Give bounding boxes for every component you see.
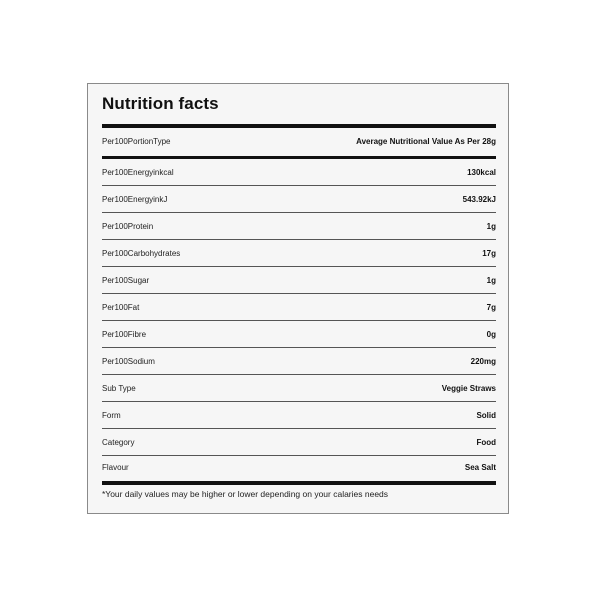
row-value: 220mg xyxy=(470,356,496,366)
row-label: Per100Fat xyxy=(102,302,140,312)
portion-type-value: Average Nutritional Value As Per 28g xyxy=(356,137,496,146)
nutrient-row-sugar xyxy=(102,267,496,294)
row-value: Solid xyxy=(476,410,496,420)
portion-type-label: Per100PortionType xyxy=(102,137,171,146)
row-value: 130kcal xyxy=(467,167,496,177)
attribute-row-sub-type xyxy=(102,375,496,402)
row-label: Per100Fibre xyxy=(102,329,147,339)
attribute-row-flavour xyxy=(102,454,496,481)
row-label: Category xyxy=(102,437,135,447)
row-label: Per100EnergyinkJ xyxy=(102,194,168,204)
nutrition-facts-panel xyxy=(87,83,509,514)
nutrient-row-protein xyxy=(102,213,496,240)
bottom-divider-bar xyxy=(102,481,496,485)
nutrient-row-energy-kj xyxy=(102,186,496,213)
row-value: 7g xyxy=(486,302,496,312)
row-label: Per100Sugar xyxy=(102,275,150,285)
row-value: 17g xyxy=(482,248,496,258)
portion-type-row xyxy=(102,128,496,155)
nutrient-row-carbohydrates xyxy=(102,240,496,267)
row-label: Per100Protein xyxy=(102,221,154,231)
attribute-row-form xyxy=(102,402,496,429)
row-value: 0g xyxy=(486,329,496,339)
panel-title: Nutrition facts xyxy=(102,94,219,113)
row-label: Sub Type xyxy=(102,383,136,393)
attribute-row-category xyxy=(102,429,496,456)
row-value: Sea Salt xyxy=(464,463,496,472)
nutrient-row-energy-kcal xyxy=(102,159,496,186)
row-value: 543.92kJ xyxy=(462,194,496,204)
row-label: Per100Energyinkcal xyxy=(102,167,174,177)
row-label: Form xyxy=(102,410,121,420)
row-label: Per100Sodium xyxy=(102,356,155,366)
nutrient-row-fibre xyxy=(102,321,496,348)
row-value: Veggie Straws xyxy=(441,383,496,393)
nutrient-row-sodium xyxy=(102,348,496,375)
nutrient-row-fat xyxy=(102,294,496,321)
daily-values-footnote: *Your daily values may be higher or lower depending on your calaries needs xyxy=(102,489,389,499)
row-value: Food xyxy=(476,437,496,447)
row-label: Flavour xyxy=(102,463,129,472)
row-label: Per100Carbohydrates xyxy=(102,248,181,258)
row-value: 1g xyxy=(486,221,496,231)
row-value: 1g xyxy=(486,275,496,285)
